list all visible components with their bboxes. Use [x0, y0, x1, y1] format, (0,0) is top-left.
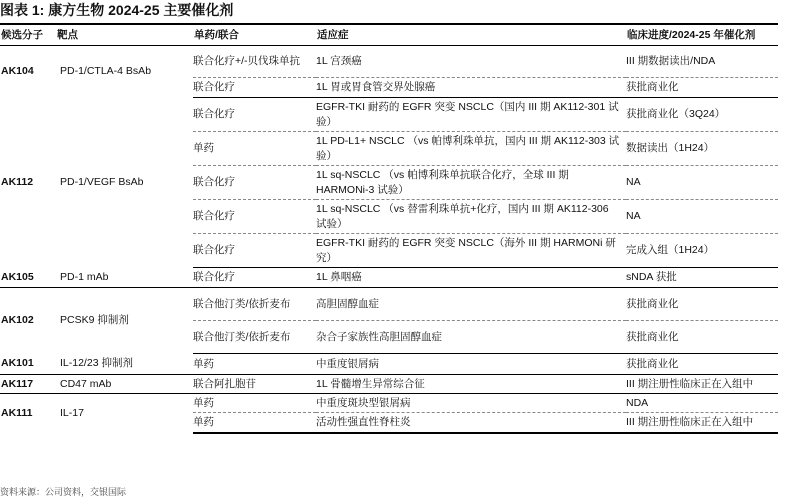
target-cell: CD47 mAb: [56, 375, 193, 394]
indication-cell: 1L 宫颈癌: [316, 46, 626, 78]
status-cell: III 期注册性临床正在入组中: [626, 375, 778, 394]
status-cell: sNDA 获批: [626, 268, 778, 288]
molecule-cell: AK101: [0, 354, 56, 375]
target-cell: PD-1 mAb: [56, 268, 193, 288]
status-cell: 数据读出（1H24）: [626, 132, 778, 166]
catalyst-table: [0, 23, 778, 434]
header-mode: 单药/联合: [193, 24, 316, 46]
indication-cell: 杂合子家族性高胆固醇血症: [316, 321, 626, 354]
table-row: [0, 288, 778, 321]
target-cell: IL-12/23 抑制剂: [56, 354, 193, 375]
status-cell: 获批商业化: [626, 78, 778, 98]
table-row: [0, 375, 778, 394]
indication-cell: 1L sq-NSCLC （vs 替雷利珠单抗+化疗，国内 III 期 AK112-306 试验）: [316, 200, 626, 234]
molecule-cell: AK117: [0, 375, 56, 394]
status-cell: NA: [626, 200, 778, 234]
status-cell: 完成入组（1H24）: [626, 234, 778, 268]
molecule-cell: AK105: [0, 268, 56, 288]
target-cell: PD-1/VEGF BsAb: [60, 176, 144, 188]
header-indication: 适应症: [316, 24, 626, 46]
mode-cell: 联合化疗: [193, 98, 316, 132]
header-molecule: 候选分子: [0, 24, 56, 46]
target-cell: PCSK9 抑制剂: [60, 314, 129, 327]
mode-cell: 单药: [193, 394, 316, 413]
mode-cell: 单药: [193, 354, 316, 375]
header-target: 靶点: [56, 24, 193, 46]
table-body: [0, 46, 778, 433]
mode-cell: 联合阿扎胞苷: [193, 375, 316, 394]
indication-cell: 1L PD-L1+ NSCLC （vs 帕博利珠单抗，国内 III 期 AK112-303 试验）: [316, 132, 626, 166]
indication-cell: 中重度银屑病: [316, 354, 626, 375]
mode-cell: 单药: [193, 132, 316, 166]
mode-cell: 单药: [193, 413, 316, 433]
molecule-cell: AK112: [1, 176, 34, 188]
table-row: [0, 354, 778, 375]
indication-cell: EGFR-TKI 耐药的 EGFR 突变 NSCLC（海外 III 期 HARMONi 研究）: [316, 234, 626, 268]
status-cell: 获批商业化: [626, 288, 778, 321]
mode-cell: 联合化疗+/-贝伐珠单抗: [193, 46, 316, 78]
header-status: 临床进度/2024-25 年催化剂: [626, 24, 778, 46]
indication-cell: 1L sq-NSCLC （vs 帕博利珠单抗联合化疗，全球 III 期 HARMONi-3 试验）: [316, 166, 626, 200]
mode-cell: 联合他汀类/依折麦布: [193, 288, 316, 321]
indication-cell: EGFR-TKI 耐药的 EGFR 突变 NSCLC（国内 III 期 AK112-301 试验）: [316, 98, 626, 132]
table-row: [0, 268, 778, 288]
mode-cell: 联合化疗: [193, 200, 316, 234]
indication-cell: 1L 胃或胃食管交界处腺癌: [316, 78, 626, 98]
figure-title: 图表 1: 康方生物 2024-25 主要催化剂: [0, 2, 234, 18]
status-cell: NDA: [626, 394, 778, 413]
indication-cell: 高胆固醇血症: [316, 288, 626, 321]
table-row: [0, 46, 778, 78]
table-row: [0, 394, 778, 413]
status-cell: III 期数据读出/NDA: [626, 46, 778, 78]
indication-cell: 1L 鼻咽癌: [316, 268, 626, 288]
mode-cell: 联合化疗: [193, 78, 316, 98]
mode-cell: 联合他汀类/依折麦布: [193, 321, 316, 354]
status-cell: 获批商业化: [626, 354, 778, 375]
header-row: [0, 24, 778, 46]
target-cell: PD-1/CTLA-4 BsAb: [60, 65, 152, 78]
source-note: 资料来源：公司资料，交银国际: [0, 487, 127, 497]
molecule-cell: AK111: [1, 406, 33, 419]
mode-cell: 联合化疗: [193, 166, 316, 200]
molecule-cell: AK104: [1, 65, 34, 78]
table-row: [0, 98, 778, 132]
status-cell: 获批商业化: [626, 321, 778, 354]
indication-cell: 中重度斑块型银屑病: [316, 394, 626, 413]
indication-cell: 活动性强直性脊柱炎: [316, 413, 626, 433]
indication-cell: 1L 骨髓增生异常综合征: [316, 375, 626, 394]
target-cell: IL-17: [60, 406, 84, 419]
mode-cell: 联合化疗: [193, 234, 316, 268]
status-cell: 获批商业化（3Q24）: [626, 98, 778, 132]
molecule-cell: AK102: [1, 314, 34, 327]
mode-cell: 联合化疗: [193, 268, 316, 288]
status-cell: III 期注册性临床正在入组中: [626, 413, 778, 433]
status-cell: NA: [626, 166, 778, 200]
